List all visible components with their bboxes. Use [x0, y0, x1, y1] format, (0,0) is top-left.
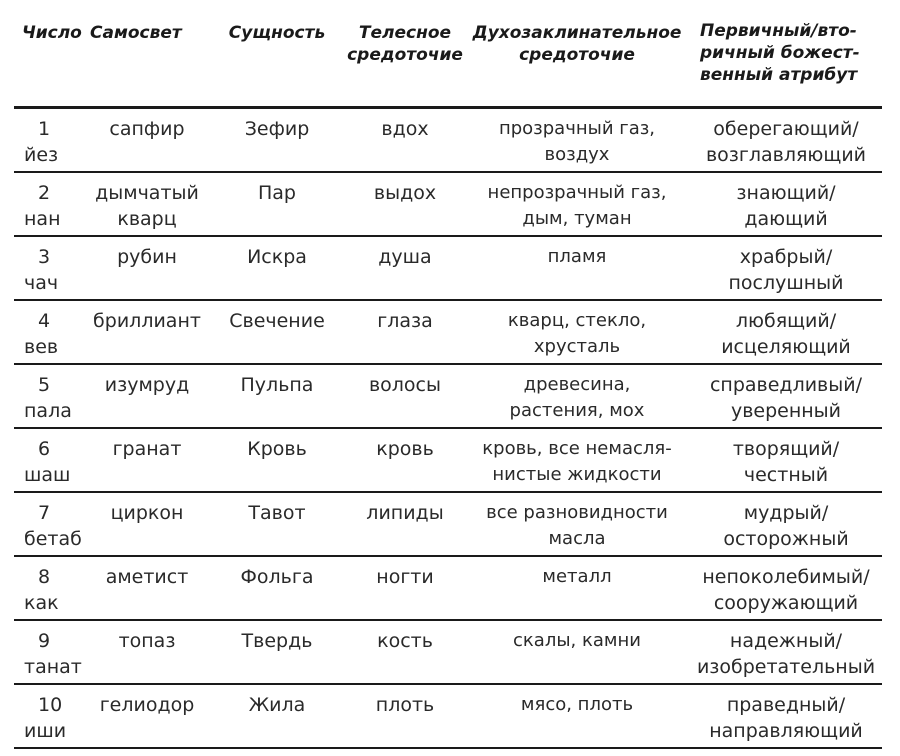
header-attribute — [690, 0, 882, 106]
spell-line: кварц, стекло, — [507, 310, 647, 331]
row-number-name: иши — [24, 720, 67, 742]
attribute-line: послушный — [728, 272, 844, 294]
gem-line: рубин — [117, 246, 177, 268]
cell-attribute — [690, 301, 882, 363]
cell-spell-focus — [464, 557, 690, 619]
spell-line: металл — [542, 566, 612, 587]
spell-line: пламя — [547, 246, 607, 267]
spell-line: воздух — [544, 144, 610, 165]
gem-line: изумруд — [104, 374, 190, 396]
cell-body-focus: плоть — [375, 694, 435, 716]
gem-line: кварц — [117, 208, 177, 230]
cell-gem — [86, 429, 208, 491]
row-number-name: как — [24, 592, 59, 614]
cell-number — [14, 557, 86, 619]
cell-essence: Искра — [247, 246, 307, 268]
row-number: 6 — [38, 438, 51, 460]
cell-essence: Пар — [258, 182, 296, 204]
cell-gem — [86, 173, 208, 235]
row-number-name: танат — [24, 656, 82, 678]
header-attribute-line: Первичный/вто- — [700, 21, 857, 41]
cell-body-focus: душа — [378, 246, 432, 268]
cell-essence: Свечение — [229, 310, 325, 332]
table-row — [14, 109, 882, 173]
cell-attribute — [690, 429, 882, 491]
cell-number — [14, 301, 86, 363]
cell-gem — [86, 621, 208, 683]
cell-spell-focus — [464, 237, 690, 299]
attribute-line: честный — [743, 464, 829, 486]
row-number: 5 — [38, 374, 51, 396]
spell-line: дым, туман — [522, 208, 632, 229]
cell-number — [14, 685, 86, 747]
gem-line: циркон — [110, 502, 184, 524]
cell-body-focus: глаза — [377, 310, 433, 332]
spell-line: растения, мох — [509, 400, 645, 421]
header-number: Число — [22, 23, 82, 43]
cell-gem — [86, 493, 208, 555]
cell-body-focus: волосы — [368, 374, 442, 396]
cell-body-focus: ногти — [376, 566, 434, 588]
cell-attribute — [690, 237, 882, 299]
row-number-name: нан — [24, 208, 61, 230]
gem-line: топаз — [118, 630, 176, 652]
spell-line: нистые жидкости — [492, 464, 662, 485]
row-number-name: пала — [24, 400, 72, 422]
table-row — [14, 557, 882, 621]
cell-number — [14, 365, 86, 427]
attribute-line: творящий/ — [732, 438, 840, 460]
cell-number — [14, 173, 86, 235]
spell-line: все разновидности — [486, 502, 668, 523]
header-body-focus — [346, 0, 464, 106]
cell-attribute — [690, 557, 882, 619]
spell-line: непрозрачный газ, — [487, 182, 667, 203]
spell-line: мясо, плоть — [520, 694, 634, 715]
row-number-name: чач — [24, 272, 59, 294]
cell-attribute — [690, 109, 882, 171]
cell-number — [14, 493, 86, 555]
attribute-line: знающий/ — [736, 182, 836, 204]
table-row — [14, 429, 882, 493]
row-number: 7 — [38, 502, 51, 524]
cell-number — [14, 429, 86, 491]
gem-line: гранат — [112, 438, 182, 460]
header-gem: Самосвет — [90, 23, 182, 43]
header-body-focus-line: Телесное — [358, 23, 452, 43]
attribute-line: уверенный — [730, 400, 842, 422]
header-body-focus-line: средоточие — [347, 45, 463, 65]
row-number: 2 — [38, 182, 51, 204]
attribute-line: непоколебимый/ — [702, 566, 870, 588]
cell-essence: Твердь — [241, 630, 313, 652]
cell-attribute — [690, 493, 882, 555]
cell-attribute — [690, 685, 882, 747]
cell-spell-focus — [464, 621, 690, 683]
cell-spell-focus — [464, 365, 690, 427]
cell-essence: Кровь — [247, 438, 307, 460]
cell-gem — [86, 685, 208, 747]
cell-number — [14, 237, 86, 299]
cell-attribute — [690, 173, 882, 235]
spell-line: скалы, камни — [513, 630, 641, 651]
gem-line: гелиодор — [99, 694, 195, 716]
spell-line: кровь, все немасля- — [482, 438, 672, 459]
spell-line: хрусталь — [533, 336, 621, 357]
cell-gem — [86, 109, 208, 171]
cell-body-focus: кровь — [376, 438, 434, 460]
table-row — [14, 173, 882, 237]
cell-body-focus: вдох — [381, 118, 429, 140]
cell-spell-focus — [464, 493, 690, 555]
cell-number — [14, 621, 86, 683]
table-row — [14, 685, 882, 749]
header-attribute-line: венный атрибут — [700, 65, 858, 85]
row-number: 10 — [38, 694, 63, 716]
cell-body-focus: кость — [377, 630, 433, 652]
cell-essence: Пульпа — [240, 374, 314, 396]
table-row — [14, 365, 882, 429]
gem-line: дымчатый — [95, 182, 199, 204]
cell-number — [14, 109, 86, 171]
cell-essence: Жила — [248, 694, 306, 716]
attribute-line: любящий/ — [735, 310, 837, 332]
table-header-row — [14, 0, 882, 109]
spell-line: древесина, — [523, 374, 631, 395]
cell-body-focus: липиды — [366, 502, 444, 524]
header-essence: Сущность — [228, 23, 326, 43]
header-spell-focus-line: средоточие — [519, 45, 635, 65]
attribute-line: оберегающий/ — [713, 118, 859, 140]
table-body — [14, 109, 882, 749]
row-number-name: йез — [24, 144, 59, 166]
cell-attribute — [690, 365, 882, 427]
row-number-name: бетаб — [24, 528, 82, 550]
cell-essence: Тавот — [248, 502, 306, 524]
attribute-line: справедливый/ — [709, 374, 863, 396]
table-row — [14, 301, 882, 365]
attribute-line: направляющий — [709, 720, 863, 742]
row-number-name: шаш — [24, 464, 71, 486]
cell-gem — [86, 237, 208, 299]
gem-line: сапфир — [109, 118, 185, 140]
spell-line: прозрачный газ, — [498, 118, 656, 139]
cell-body-focus: выдох — [373, 182, 437, 204]
row-number-name: вев — [24, 336, 59, 358]
table-row — [14, 237, 882, 301]
cell-gem — [86, 557, 208, 619]
row-number: 8 — [38, 566, 51, 588]
cell-gem — [86, 301, 208, 363]
row-number: 3 — [38, 246, 51, 268]
row-number: 1 — [38, 118, 51, 140]
attribute-line: дающий — [744, 208, 828, 230]
cell-spell-focus — [464, 685, 690, 747]
cell-spell-focus — [464, 429, 690, 491]
attribute-line: праведный/ — [726, 694, 846, 716]
cell-essence: Зефир — [244, 118, 310, 140]
header-spell-focus-line: Духозаклинательное — [472, 23, 682, 43]
cell-spell-focus — [464, 173, 690, 235]
attribute-line: надежный/ — [729, 630, 843, 652]
header-attribute-line: ричный божест- — [700, 43, 860, 63]
row-number: 4 — [38, 310, 51, 332]
attribute-line: осторожный — [723, 528, 849, 550]
attribute-line: сооружающий — [713, 592, 859, 614]
attribute-line: храбрый/ — [739, 246, 833, 268]
attribute-line: изобретательный — [696, 656, 876, 678]
attribute-line: исцеляющий — [721, 336, 851, 358]
spell-line: масла — [548, 528, 606, 549]
gem-line: аметист — [105, 566, 189, 588]
row-number: 9 — [38, 630, 51, 652]
cell-attribute — [690, 621, 882, 683]
table-row — [14, 621, 882, 685]
attribute-line: мудрый/ — [743, 502, 829, 524]
essences-table — [14, 0, 882, 749]
gem-line: бриллиант — [93, 310, 201, 332]
cell-spell-focus — [464, 109, 690, 171]
attribute-line: возглавляющий — [705, 144, 867, 166]
cell-gem — [86, 365, 208, 427]
cell-essence: Фольга — [240, 566, 314, 588]
table-row — [14, 493, 882, 557]
cell-spell-focus — [464, 301, 690, 363]
header-spell-focus — [464, 0, 690, 106]
